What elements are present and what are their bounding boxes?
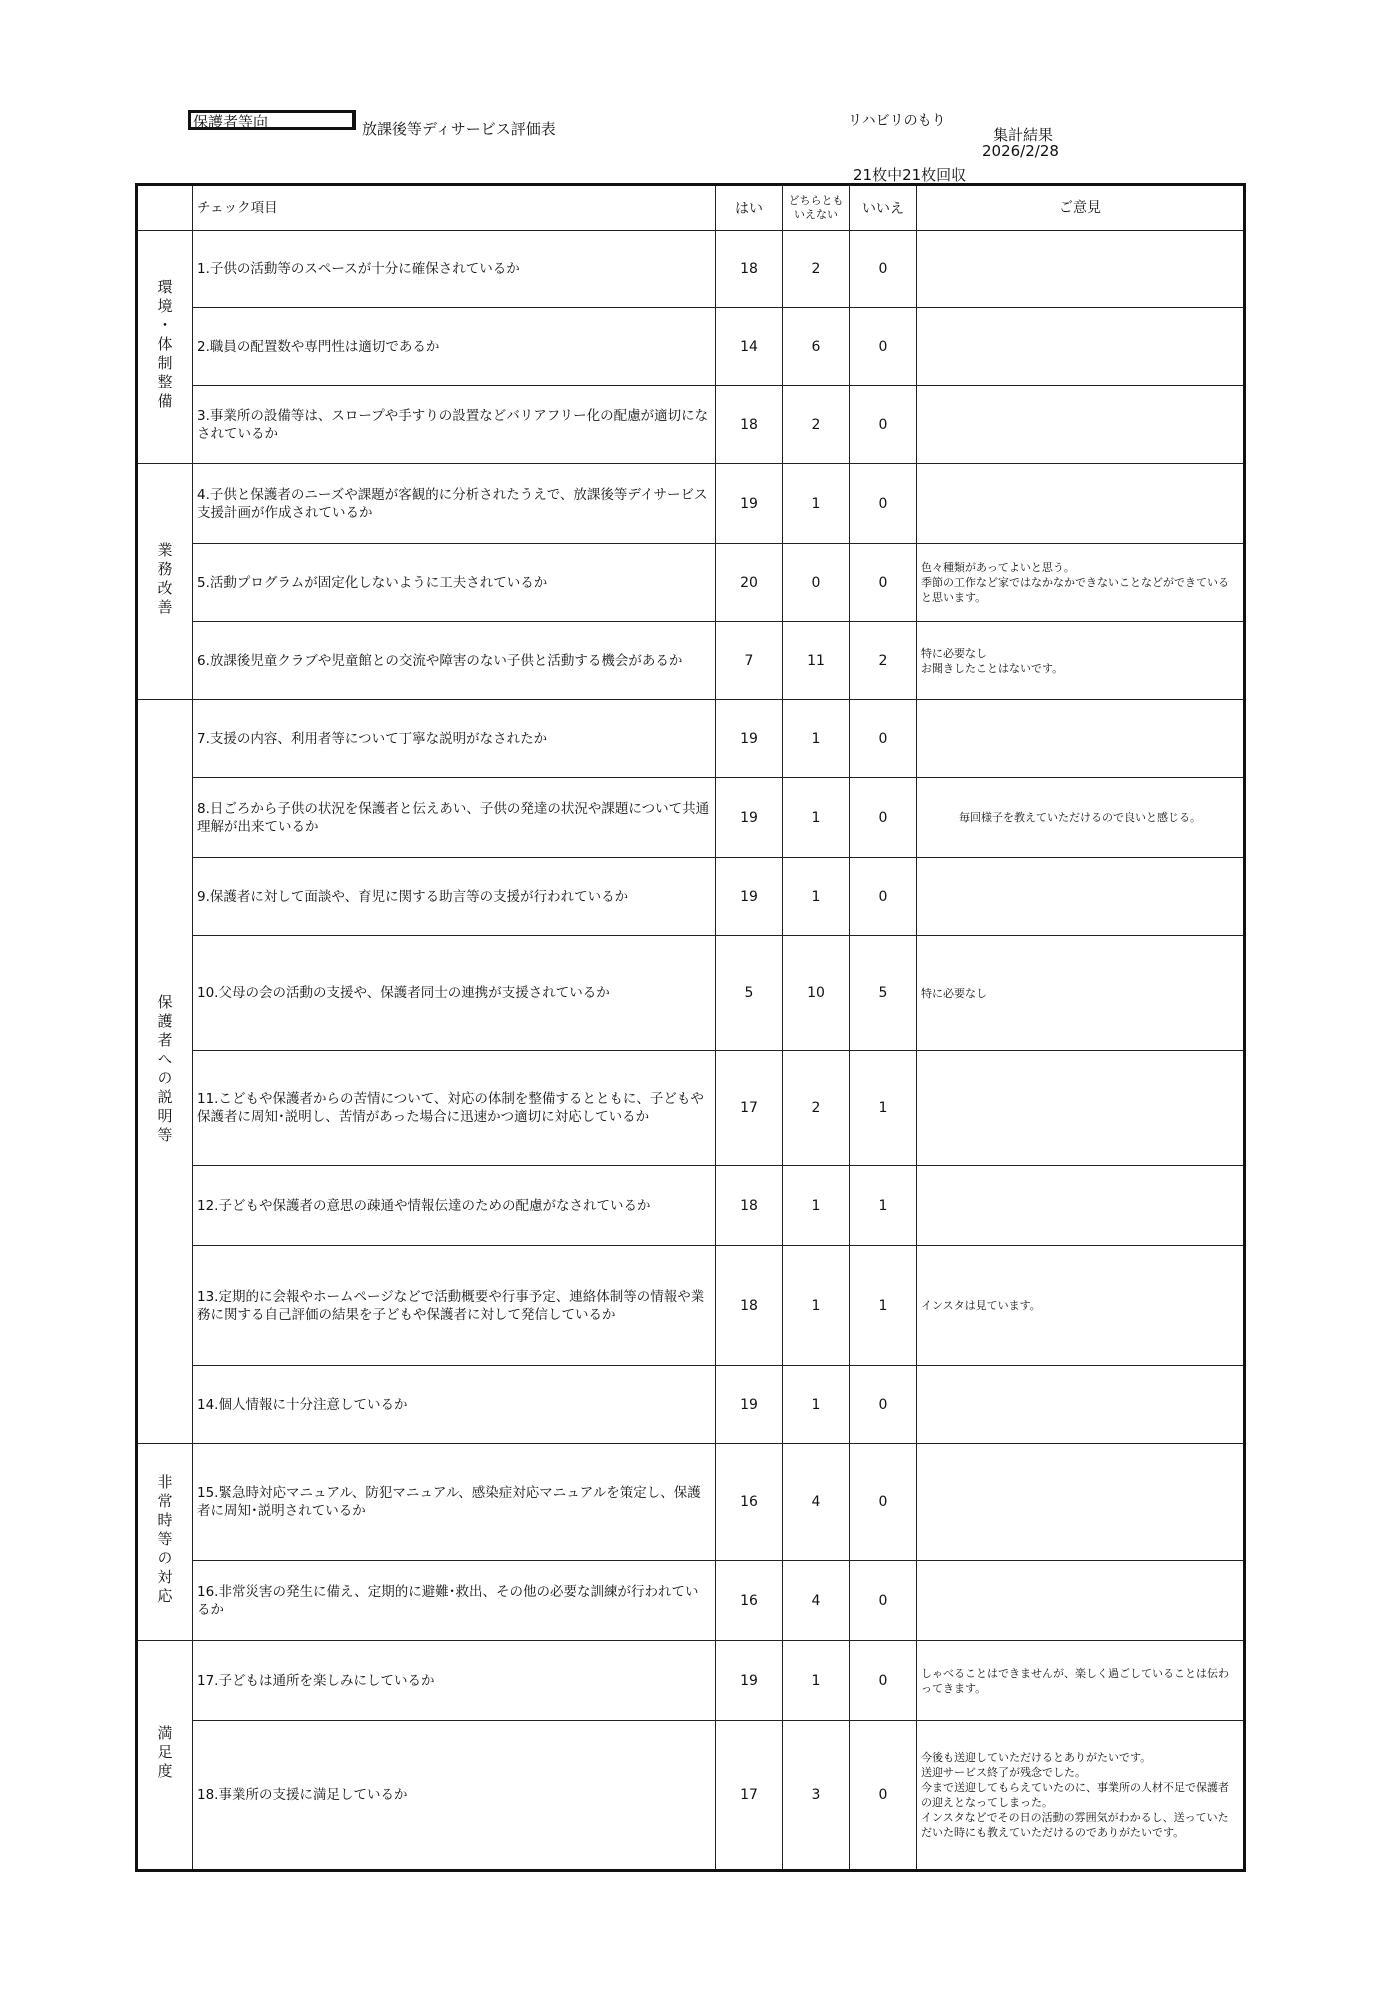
neither-cell: 11 (783, 622, 850, 700)
neither-cell: 1 (783, 1166, 850, 1246)
table-row (137, 1641, 1245, 1721)
header-neither: どちらとも いえない (783, 185, 850, 231)
yes-cell: 18 (716, 1246, 783, 1366)
category-label: 環境・体制整備 (155, 278, 174, 412)
no-cell: 0 (850, 386, 917, 464)
category-label: 保護者への説明等 (155, 993, 174, 1146)
table-row (137, 1366, 1245, 1444)
table-row (137, 936, 1245, 1051)
yes-cell: 19 (716, 1366, 783, 1444)
date: 2026/2/28 (982, 142, 1059, 160)
no-cell: 0 (850, 1561, 917, 1641)
no-cell: 2 (850, 622, 917, 700)
item-cell: 15.緊急時対応マニュアル、防犯マニュアル、感染症対応マニュアルを策定し、保護者に周知･説明されているか (193, 1444, 716, 1561)
evaluation-table (135, 183, 1246, 1872)
neither-cell: 1 (783, 778, 850, 858)
neither-cell: 1 (783, 1246, 850, 1366)
neither-cell: 1 (783, 1641, 850, 1721)
header-row (137, 185, 1245, 231)
table-row (137, 386, 1245, 464)
yes-cell: 18 (716, 231, 783, 308)
table-row (137, 778, 1245, 858)
neither-cell: 2 (783, 386, 850, 464)
item-cell: 10.父母の会の活動の支援や、保護者同士の連携が支援されているか (193, 936, 716, 1051)
comment-cell (917, 1166, 1245, 1246)
comment-cell (917, 1444, 1245, 1561)
table-row (137, 1561, 1245, 1641)
no-cell: 0 (850, 1641, 917, 1721)
yes-cell: 7 (716, 622, 783, 700)
item-cell: 13.定期的に会報やホームページなどで活動概要や行事予定、連絡体制等の情報や業務に関する自己評価の結果を子どもや保護者に対して発信しているか (193, 1246, 716, 1366)
header-yes: はい (716, 185, 783, 231)
yes-cell: 18 (716, 1166, 783, 1246)
table-row (137, 1246, 1245, 1366)
item-cell: 9.保護者に対して面談や、育児に関する助言等の支援が行われているか (193, 858, 716, 936)
form-title: 放課後等ディサービス評価表 (362, 120, 556, 138)
yes-cell: 17 (716, 1051, 783, 1166)
category-label: 業務改善 (155, 541, 174, 618)
comment-cell (917, 1366, 1245, 1444)
comment-cell: 特に必要なし お聞きしたことはないです。 (917, 622, 1245, 700)
yes-cell: 19 (716, 1641, 783, 1721)
yes-cell: 19 (716, 858, 783, 936)
comment-cell (917, 308, 1245, 386)
category-label: 満足度 (155, 1724, 174, 1782)
comment-cell (917, 700, 1245, 778)
table-row (137, 464, 1245, 544)
table-row (137, 308, 1245, 386)
neither-cell: 4 (783, 1444, 850, 1561)
item-cell: 11.こどもや保護者からの苦情について、対応の体制を整備するとともに、子どもや保護者に周知･説明し、苦情があった場合に迅速かつ適切に対応しているか (193, 1051, 716, 1166)
no-cell: 0 (850, 1444, 917, 1561)
item-cell: 1.子供の活動等のスペースが十分に確保されているか (193, 231, 716, 308)
result-label: 集計結果 (993, 126, 1054, 144)
no-cell: 0 (850, 544, 917, 622)
item-cell: 4.子供と保護者のニーズや課題が客観的に分析されたうえで、放課後等デイサービス支援計画が作成されているか (193, 464, 716, 544)
item-cell: 6.放課後児童クラブや児童館との交流や障害のない子供と活動する機会があるか (193, 622, 716, 700)
item-cell: 18.事業所の支援に満足しているか (193, 1721, 716, 1871)
neither-cell: 4 (783, 1561, 850, 1641)
no-cell: 0 (850, 231, 917, 308)
no-cell: 0 (850, 1721, 917, 1871)
table-row (137, 1444, 1245, 1561)
header-item: チェック項目 (193, 185, 716, 231)
item-cell: 8.日ごろから子供の状況を保護者と伝えあい、子供の発達の状況や課題について共通理解が出来ているか (193, 778, 716, 858)
comment-cell: 毎回様子を教えていただけるので良いと感じる。 (917, 778, 1245, 858)
neither-cell: 3 (783, 1721, 850, 1871)
neither-cell: 1 (783, 700, 850, 778)
table-row (137, 231, 1245, 308)
comment-cell (917, 386, 1245, 464)
no-cell: 1 (850, 1246, 917, 1366)
neither-cell: 1 (783, 464, 850, 544)
category-cell (137, 700, 193, 1444)
table-row (137, 622, 1245, 700)
category-cell (137, 231, 193, 464)
comment-cell: 色々種類があってよいと思う。 季節の工作など家ではなかなかできないことなどができていると思います。 (917, 544, 1245, 622)
yes-cell: 19 (716, 700, 783, 778)
header-category (137, 185, 193, 231)
category-label: 非常時等の対応 (155, 1473, 174, 1607)
item-cell: 5.活動プログラムが固定化しないように工夫されているか (193, 544, 716, 622)
comment-cell (917, 1051, 1245, 1166)
item-cell: 17.子どもは通所を楽しみにしているか (193, 1641, 716, 1721)
yes-cell: 19 (716, 464, 783, 544)
category-cell (137, 1444, 193, 1641)
neither-cell: 0 (783, 544, 850, 622)
yes-cell: 19 (716, 778, 783, 858)
yes-cell: 14 (716, 308, 783, 386)
item-cell: 16.非常災害の発生に備え、定期的に避難･救出、その他の必要な訓練が行われているか (193, 1561, 716, 1641)
no-cell: 0 (850, 464, 917, 544)
neither-cell: 6 (783, 308, 850, 386)
yes-cell: 18 (716, 386, 783, 464)
comment-cell (917, 1561, 1245, 1641)
no-cell: 0 (850, 700, 917, 778)
table-row (137, 1051, 1245, 1166)
comment-cell (917, 231, 1245, 308)
category-cell (137, 1641, 193, 1871)
category-cell (137, 464, 193, 700)
comment-cell: しゃべることはできませんが、楽しく過ごしていることは伝わってきます。 (917, 1641, 1245, 1721)
table-row (137, 700, 1245, 778)
yes-cell: 16 (716, 1444, 783, 1561)
no-cell: 0 (850, 308, 917, 386)
no-cell: 0 (850, 858, 917, 936)
comment-cell (917, 464, 1245, 544)
comment-cell: 特に必要なし (917, 936, 1245, 1051)
no-cell: 0 (850, 778, 917, 858)
item-cell: 3.事業所の設備等は、スロープや手すりの設置などバリアフリー化の配慮が適切になされているか (193, 386, 716, 464)
yes-cell: 17 (716, 1721, 783, 1871)
no-cell: 1 (850, 1166, 917, 1246)
yes-cell: 16 (716, 1561, 783, 1641)
item-cell: 2.職員の配置数や専門性は適切であるか (193, 308, 716, 386)
yes-cell: 20 (716, 544, 783, 622)
neither-cell: 1 (783, 858, 850, 936)
comment-cell: 今後も送迎していただけるとありがたいです。 送迎サービス終了が残念でした。 今まで送迎してもらえていたのに、事業所の人材不足で保護者の迎えとなってしまった。 インスタなどでその日の活動の雰囲気がわかるし、送っていただいた時にも教えていただけるのでありがたいです。 (917, 1721, 1245, 1871)
header-no: いいえ (850, 185, 917, 231)
comment-cell (917, 858, 1245, 936)
target-label: 保護者等向 (188, 110, 356, 130)
no-cell: 0 (850, 1366, 917, 1444)
table-row (137, 1721, 1245, 1871)
comment-cell: インスタは見ています。 (917, 1246, 1245, 1366)
neither-cell: 1 (783, 1366, 850, 1444)
item-cell: 12.子どもや保護者の意思の疎通や情報伝達のための配慮がなされているか (193, 1166, 716, 1246)
facility-name: リハビリのもり (848, 113, 946, 129)
neither-cell: 2 (783, 1051, 850, 1166)
table-row (137, 544, 1245, 622)
no-cell: 5 (850, 936, 917, 1051)
yes-cell: 5 (716, 936, 783, 1051)
table-row (137, 858, 1245, 936)
table-row (137, 1166, 1245, 1246)
item-cell: 7.支援の内容、利用者等について丁寧な説明がなされたか (193, 700, 716, 778)
header-comment: ご意見 (917, 185, 1245, 231)
no-cell: 1 (850, 1051, 917, 1166)
item-cell: 14.個人情報に十分注意しているか (193, 1366, 716, 1444)
neither-cell: 10 (783, 936, 850, 1051)
neither-cell: 2 (783, 231, 850, 308)
returned-count: 21枚中21枚回収 (853, 166, 967, 184)
